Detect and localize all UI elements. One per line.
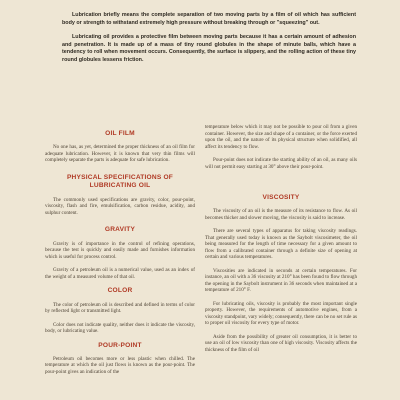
gravity-paragraph-2: Gravity of a petroleum oil is a numerical value, used as an index of the weight of a measured volume of that oil. xyxy=(45,267,195,280)
color-paragraph-2: Color does not indicate quality, neither does it indicate the viscosity, body, or lubricating value. xyxy=(45,321,195,335)
continuation-paragraph-1: temperature below which it may not be possible to pour oil from a given container. However, the size and shape of a container, or the force exerted upon the oil, and the nature of its physical structure when solidified, all affect its tendency to flow. xyxy=(205,124,357,150)
heading-pour-point: POUR-POINT xyxy=(98,341,142,349)
pour-point-paragraph-1: Petroleum oil becomes more or less plastic when chilled. The temperature at which the oil just flows is known as the pour-point. The pour-point gives an indication of the xyxy=(45,355,195,375)
intro-paragraph-2: Lubricating oil provides a protective film between moving parts because it has a certain amount of adhesion and penetration. It is made up of a mass of tiny round globules in the shape of minute balls, which have a tendency to roll when movement occurs. Consequently, the surface is slippery, and the rolling action of these tiny round globules lessens friction. xyxy=(62,34,356,63)
heading-oil-film: OIL FILM xyxy=(105,130,135,137)
pour-point-continuation xyxy=(205,124,357,170)
gravity-paragraph-1: Gravity is of importance in the control of refining operations, because the test is quickly and easily made and furnishes information which is useful for process control. xyxy=(45,240,195,260)
intro-paragraph-1: Lubrication briefly means the complete separation of two moving parts by a film of oil which has sufficient body or strength to withstand extremely high pressure without breaking through or "squeezing" out. xyxy=(62,12,356,26)
heading-physical-specifications xyxy=(45,174,195,191)
right-column xyxy=(205,124,357,360)
heading-color: COLOR xyxy=(107,287,133,295)
viscosity-paragraph-5: Aside from the possibility of greater oil consumption, it is better to use an oil of low viscosity than one of high viscosity. Viscosity affects the thickness of the film of oil xyxy=(205,333,357,353)
heading-gravity: GRAVITY xyxy=(104,226,136,234)
viscosity-paragraph-2: There are several types of apparatus for taking viscosity readings. That generally used today is known as the Saybolt viscosimeter, the oil being measured for the length of time necessary for a given amount to flow from a calibrated container through a definite size of opening at certain and various temperatures. xyxy=(205,228,357,261)
viscosity-paragraph-1: The viscosity of an oil is the measure of its resistance to flow. As oil becomes thicker and slower moving, the viscosity is said to increase. xyxy=(205,208,357,221)
oil-film-paragraph-1: No one has, as yet, determined the proper thickness of an oil film for adequate lubrication. However, it is known that very thin films will completely separate the parts is adequate for safe lubrication. xyxy=(45,144,195,164)
intro-section xyxy=(62,12,356,72)
viscosity-paragraph-4: For lubricating oils, viscosity is probably the most important single property. However, the requirements of automotive engines, from a viscosity standpoint, vary widely; consequently, there can be no set rule as to proper oil viscosity for every type of motor. xyxy=(205,300,357,327)
continuation-paragraph-2: Pour-point does not indicate the starting ability of an oil, as many oils will not permit easy starting at 30° above their pour-point. xyxy=(205,157,357,170)
heading-specs-line-1: PHYSICAL SPECIFICATIONS OF xyxy=(66,173,174,181)
color-paragraph-1: The color of petroleum oil is described and defined in terms of color by reflected light or transmitted light. xyxy=(45,301,195,315)
heading-specs-line-2: LUBRICATING OIL xyxy=(89,182,151,190)
heading-viscosity: VISCOSITY xyxy=(262,194,300,201)
viscosity-paragraph-3: Viscosities are indicated in seconds at certain temperatures. For instance, an oil with a 36 viscosity at 210° has been found to flow through the opening in the Saybolt instrument in 36 seconds when maintained at a temperature of 210° F. xyxy=(205,267,357,294)
specs-paragraph-1: The commonly used specifications are gravity, color, pour-point, viscosity, flash and fire, emulsification, carbon residue, acidity, and sulphur content. xyxy=(45,196,195,216)
left-column xyxy=(45,124,195,382)
